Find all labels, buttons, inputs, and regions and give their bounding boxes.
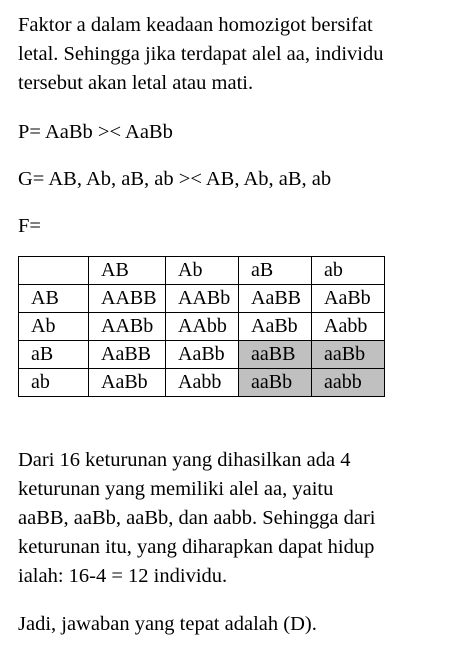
- punnett-row: [19, 341, 385, 369]
- genotype-cell: AABB: [89, 285, 166, 313]
- lethal-genotype-cell: aaBB: [239, 341, 312, 369]
- conclusion-line-1: Dari 16 keturunan yang dihasilkan ada 4: [18, 449, 351, 471]
- final-answer: Jadi, jawaban yang tepat adalah (D).: [18, 613, 317, 635]
- genotype-cell: Aabb: [166, 369, 239, 397]
- genotype-cell: AaBb: [239, 313, 312, 341]
- conclusion-line-3: aaBB, aaBb, aaBb, dan aabb. Sehingga dari: [18, 507, 376, 529]
- row-gamete-cell: aB: [19, 341, 89, 369]
- gametes-line: G= AB, Ab, aB, ab >< AB, Ab, aB, ab: [18, 168, 332, 190]
- intro-line-2: letal. Sehingga jika terdapat alel aa, individu: [18, 43, 384, 65]
- intro-line-1: Faktor a dalam keadaan homozigot bersifat: [18, 14, 373, 36]
- punnett-row: [19, 285, 385, 313]
- header-cell: ab: [312, 257, 385, 285]
- genotype-cell: AaBB: [239, 285, 312, 313]
- header-cell: AB: [89, 257, 166, 285]
- conclusion-paragraph: [18, 446, 458, 591]
- lethal-genotype-cell: aaBb: [312, 341, 385, 369]
- lethal-genotype-cell: aaBb: [239, 369, 312, 397]
- punnett-row: [19, 313, 385, 341]
- punnett-square: [18, 256, 385, 397]
- genotype-cell: AABb: [166, 285, 239, 313]
- genotype-cell: AaBB: [89, 341, 166, 369]
- filial-label: F=: [18, 215, 41, 237]
- genotype-cell: AAbb: [166, 313, 239, 341]
- genotype-cell: AaBb: [312, 285, 385, 313]
- header-cell: aB: [239, 257, 312, 285]
- intro-paragraph: [18, 11, 458, 98]
- parental-cross: P= AaBb >< AaBb: [18, 121, 173, 143]
- punnett-header-row: [19, 257, 385, 285]
- genotype-cell: AABb: [89, 313, 166, 341]
- punnett-row: [19, 369, 385, 397]
- conclusion-line-5: ialah: 16-4 = 12 individu.: [18, 565, 228, 587]
- conclusion-line-4: keturunan itu, yang diharapkan dapat hidup: [18, 536, 375, 558]
- row-gamete-cell: Ab: [19, 313, 89, 341]
- lethal-genotype-cell: aabb: [312, 369, 385, 397]
- row-gamete-cell: ab: [19, 369, 89, 397]
- intro-line-3: tersebut akan letal atau mati.: [18, 72, 254, 94]
- conclusion-line-2: keturunan yang memiliki alel aa, yaitu: [18, 478, 334, 500]
- header-cell: Ab: [166, 257, 239, 285]
- row-gamete-cell: AB: [19, 285, 89, 313]
- header-corner-cell: [19, 257, 89, 285]
- genotype-cell: Aabb: [312, 313, 385, 341]
- genotype-cell: AaBb: [166, 341, 239, 369]
- genotype-cell: AaBb: [89, 369, 166, 397]
